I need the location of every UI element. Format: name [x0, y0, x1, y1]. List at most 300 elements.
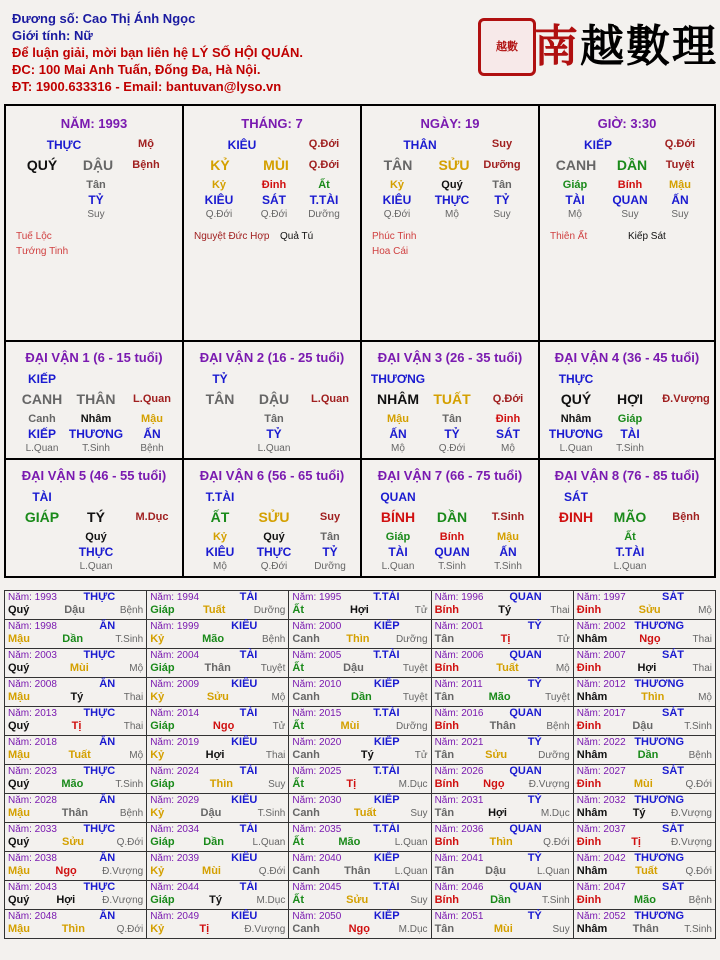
dai-van-cell — [184, 342, 362, 460]
heavenly-stem: QUÝ — [26, 157, 58, 173]
dai-van-cell — [540, 342, 714, 460]
dai-van-title: ĐẠI VẬN 4 (36 - 45 tuổi) — [554, 350, 700, 365]
year-cell — [5, 794, 147, 823]
dai-van-title: ĐẠI VẬN 8 (76 - 85 tuổi) — [554, 468, 700, 483]
hidden-phase: T.Sinh — [616, 443, 644, 454]
calligraphy-logo — [534, 10, 718, 74]
year-branch: Mùi — [493, 923, 513, 935]
year-phase: Tuyệt — [260, 663, 286, 674]
year-label: Năm: 2021 — [434, 737, 484, 748]
year-label: Năm: 2032 — [576, 795, 626, 806]
hidden-stem: Quý — [263, 531, 285, 543]
hidden-stem: Tân — [320, 531, 340, 543]
year-cell — [5, 765, 147, 794]
hidden-god: TỶ — [494, 193, 510, 207]
year-cell — [147, 707, 289, 736]
year-god: TỶ — [527, 794, 542, 806]
year-cell — [147, 881, 289, 910]
year-stem: Kỷ — [150, 923, 165, 935]
year-stem: Ất — [292, 836, 304, 848]
hidden-phase: Bệnh — [140, 443, 164, 454]
hidden-phase: Mộ — [213, 561, 227, 572]
year-cell — [5, 649, 147, 678]
year-branch: Thìn — [489, 836, 513, 848]
year-stem: Kỷ — [150, 691, 165, 703]
year-row — [5, 881, 716, 910]
year-phase: L.Quan — [536, 866, 570, 877]
year-label: Năm: 1995 — [292, 592, 342, 603]
year-cell — [147, 736, 289, 765]
year-phase: Đ.Vượng — [102, 895, 144, 906]
year-label: Năm: 2046 — [434, 882, 484, 893]
year-phase: Mộ — [555, 663, 570, 674]
year-stem: Tân — [434, 691, 455, 703]
year-god: ẤN — [99, 910, 116, 922]
branch-phase: Đ.Vượng — [662, 393, 710, 405]
heavenly-stem: TÂN — [383, 157, 413, 173]
year-stem: Kỷ — [150, 865, 165, 877]
heavenly-stem: BÍNH — [380, 509, 416, 525]
year-phase: Thai — [692, 663, 712, 674]
year-stem: Kỷ — [150, 807, 165, 819]
year-stem: Tân — [434, 749, 455, 761]
year-label: Năm: 2009 — [150, 679, 200, 690]
hidden-phase: L.Quan — [25, 443, 59, 454]
year-stem: Mậu — [8, 691, 30, 703]
year-row — [5, 678, 716, 707]
branch-phase: T.Sinh — [491, 511, 525, 523]
year-phase: Tử — [272, 721, 286, 732]
year-branch: Dần — [203, 836, 224, 848]
star: Quả Tú — [280, 231, 314, 242]
pillar-cell — [184, 106, 362, 342]
year-cell — [147, 910, 289, 939]
branch-phase: L.Quan — [311, 393, 349, 405]
year-label: Năm: 2040 — [292, 853, 342, 864]
year-god: THƯƠNG — [634, 678, 684, 690]
year-branch: Ngọ — [55, 865, 77, 877]
hidden-phase: Suy — [621, 209, 639, 220]
earthly-branch: HỢI — [617, 391, 643, 407]
year-god: QUAN — [509, 881, 542, 893]
branch-phase: M.Dục — [135, 511, 169, 523]
hidden-phase: L.Quan — [559, 443, 593, 454]
year-stem: Đinh — [576, 604, 602, 616]
year-cell — [431, 707, 573, 736]
year-label: Năm: 2005 — [292, 650, 342, 661]
year-label: Năm: 2052 — [576, 911, 626, 922]
year-label: Năm: 1999 — [150, 621, 200, 632]
year-stem: Bính — [434, 604, 460, 616]
year-cell — [431, 736, 573, 765]
year-cell — [5, 823, 147, 852]
year-phase: Suy — [552, 924, 570, 935]
stem-god: THỰC — [46, 138, 82, 152]
year-branch: Thân — [632, 923, 659, 935]
year-row — [5, 736, 716, 765]
contact-phone-email: ĐT: 1900.633316 - Email: bantuvan@lyso.vn — [12, 79, 282, 94]
hidden-phase: L.Quan — [613, 561, 647, 572]
stem-god: T.TÀI — [205, 490, 235, 504]
stem-phase: Mộ — [138, 138, 154, 150]
year-label: Năm: 2042 — [576, 853, 626, 864]
year-branch: Thìn — [209, 778, 233, 790]
year-branch: Thìn — [346, 633, 370, 645]
year-god: KIẾP — [373, 736, 400, 748]
year-god: SÁT — [662, 649, 684, 661]
year-god: THỰC — [83, 823, 116, 835]
year-branch: Mùi — [340, 720, 360, 732]
year-god: THỰC — [83, 591, 116, 603]
year-label: Năm: 2013 — [8, 708, 57, 719]
hidden-god: QUAN — [434, 545, 470, 559]
year-stem: Mậu — [8, 807, 30, 819]
year-stem: Quý — [8, 778, 30, 790]
year-stem: Giáp — [150, 894, 175, 906]
year-label: Năm: 2029 — [150, 795, 200, 806]
year-label: Năm: 2002 — [576, 621, 626, 632]
hidden-phase: T.Sinh — [82, 443, 110, 454]
year-branch: Thìn — [641, 691, 665, 703]
year-branch: Dậu — [632, 720, 654, 732]
year-branch: Ngọ — [348, 923, 370, 935]
heavenly-stem: ẤT — [210, 509, 230, 525]
year-branch: Sửu — [485, 749, 508, 761]
year-phase: T.Sinh — [684, 721, 712, 732]
year-cell — [431, 591, 573, 620]
pillar-title: NĂM: 1993 — [60, 116, 128, 131]
year-stem: Canh — [292, 633, 320, 645]
year-phase: Q.Đới — [685, 779, 712, 790]
hidden-god: QUAN — [612, 193, 648, 207]
year-branch: Sửu — [206, 691, 229, 703]
year-god: THƯƠNG — [634, 852, 684, 864]
star: Phúc Tinh — [372, 231, 417, 242]
year-label: Năm: 2007 — [576, 650, 626, 661]
year-phase: Tử — [556, 634, 570, 645]
hidden-god: KIẾP — [27, 427, 57, 441]
year-phase: L.Quan — [394, 837, 428, 848]
year-label: Năm: 2003 — [8, 650, 57, 661]
stem-god: TỶ — [212, 372, 228, 386]
earthly-branch: THÂN — [76, 391, 116, 407]
year-god: QUAN — [509, 591, 542, 603]
year-phase: T.Sinh — [115, 634, 144, 645]
year-stem: Giáp — [150, 778, 175, 790]
year-god: T.TÀI — [373, 881, 400, 893]
year-stem: Nhâm — [576, 633, 608, 645]
year-phase: Đ.Vượng — [244, 924, 286, 935]
year-branch: Hợi — [488, 807, 507, 819]
year-cell — [573, 823, 715, 852]
dai-van-cell — [362, 460, 540, 578]
year-row — [5, 852, 716, 881]
year-cell — [5, 707, 147, 736]
year-phase: Mộ — [129, 750, 144, 761]
year-cell — [573, 852, 715, 881]
year-branch: Dần — [490, 894, 511, 906]
year-phase: M.Dục — [398, 779, 428, 790]
pillar-title: NGÀY: 19 — [420, 116, 480, 131]
year-phase: Bệnh — [119, 808, 144, 819]
heavenly-stem: QUÝ — [560, 391, 592, 407]
year-label: Năm: 1997 — [576, 592, 626, 603]
pillar-cell — [6, 106, 184, 342]
year-phase: Q.Đới — [116, 837, 144, 848]
year-stem: Quý — [8, 894, 30, 906]
year-cell — [289, 910, 431, 939]
hidden-god: THƯƠNG — [68, 427, 124, 441]
year-branch: Tý — [498, 604, 512, 616]
year-stem: Nhâm — [576, 865, 608, 877]
star: Kiếp Sát — [628, 231, 666, 242]
year-phase: Q.Đới — [685, 866, 712, 877]
year-phase: Tuyệt — [402, 663, 428, 674]
year-god: TỶ — [527, 620, 542, 632]
year-stem: Tân — [434, 923, 455, 935]
heavenly-stem: TÂN — [205, 391, 235, 407]
hidden-stem: Tân — [86, 179, 106, 191]
year-stem: Giáp — [150, 662, 175, 674]
year-phase: Dưỡng — [395, 634, 428, 645]
year-label: Năm: 2031 — [434, 795, 484, 806]
contact-address: ĐC: 100 Mai Anh Tuấn, Đống Đa, Hà Nội. — [12, 62, 261, 77]
heavenly-stem: CANH — [555, 157, 597, 173]
year-cell — [289, 591, 431, 620]
hidden-phase: Suy — [87, 209, 105, 220]
year-cell — [431, 620, 573, 649]
star: Hoa Cái — [372, 246, 409, 257]
hidden-god: SÁT — [262, 193, 286, 207]
year-god: TÀI — [239, 591, 258, 603]
year-cell — [147, 823, 289, 852]
year-label: Năm: 2004 — [150, 650, 200, 661]
year-stem: Giáp — [150, 836, 175, 848]
year-god: TỶ — [527, 910, 542, 922]
year-label: Năm: 2000 — [292, 621, 342, 632]
year-label: Năm: 2045 — [292, 882, 342, 893]
heavenly-stem: KỶ — [210, 157, 230, 173]
year-stem: Ất — [292, 662, 304, 674]
year-stem: Ất — [292, 894, 304, 906]
branch-phase: Tuyệt — [665, 159, 695, 171]
year-god: TỶ — [527, 736, 542, 748]
year-label: Năm: 2006 — [434, 650, 484, 661]
year-label: Năm: 2008 — [8, 679, 57, 690]
year-stem: Quý — [8, 604, 30, 616]
hidden-god: ẤN — [671, 193, 689, 207]
year-stem: Nhâm — [576, 923, 608, 935]
star: Tướng Tinh — [16, 246, 69, 257]
year-branch: Tuất — [353, 807, 377, 819]
year-god: ẤN — [99, 620, 116, 632]
year-label: Năm: 2051 — [434, 911, 484, 922]
hidden-stem: Đinh — [261, 179, 287, 191]
year-phase: Mộ — [271, 692, 286, 703]
year-stem: Canh — [292, 749, 320, 761]
pillar-cell — [362, 106, 540, 342]
year-branch: Ngọ — [639, 633, 661, 645]
year-god: SÁT — [662, 591, 684, 603]
star: Tuế Lộc — [16, 231, 52, 242]
hidden-stem: Quý — [85, 531, 107, 543]
year-label: Năm: 2018 — [8, 737, 57, 748]
year-label: Năm: 2039 — [150, 853, 200, 864]
year-label: Năm: 2049 — [150, 911, 200, 922]
yearly-luck-table — [4, 590, 716, 939]
year-cell — [147, 678, 289, 707]
pillars-grid — [4, 104, 716, 578]
year-stem: Bính — [434, 662, 460, 674]
year-god: ẤN — [99, 678, 116, 690]
year-cell — [5, 736, 147, 765]
year-label: Năm: 2034 — [150, 824, 200, 835]
year-branch: Tý — [632, 807, 646, 819]
year-row — [5, 823, 716, 852]
branch-phase: Q.Đới — [492, 393, 524, 405]
heavenly-stem: ĐINH — [558, 509, 594, 525]
year-cell — [573, 678, 715, 707]
dai-van-title: ĐẠI VẬN 6 (56 - 65 tuổi) — [199, 468, 345, 483]
year-god: THỰC — [83, 649, 116, 661]
year-phase: M.Dục — [398, 924, 428, 935]
year-branch: Ngọ — [483, 778, 505, 790]
year-phase: Thai — [123, 721, 144, 732]
year-branch: Thân — [204, 662, 231, 674]
dai-van-cell — [362, 342, 540, 460]
year-phase: Dưỡng — [395, 721, 428, 732]
year-god: KIÊU — [231, 794, 258, 806]
year-phase: Tuyệt — [545, 692, 570, 703]
heavenly-stem: CANH — [21, 391, 63, 407]
dai-van-title: ĐẠI VẬN 5 (46 - 55 tuổi) — [21, 468, 167, 483]
year-label: Năm: 2027 — [576, 766, 626, 777]
dai-van-title: ĐẠI VẬN 2 (16 - 25 tuổi) — [199, 350, 345, 365]
year-stem: Nhâm — [576, 807, 608, 819]
hidden-stem: Giáp — [617, 413, 643, 425]
year-cell — [289, 736, 431, 765]
dai-van-title: ĐẠI VẬN 7 (66 - 75 tuổi) — [377, 468, 523, 483]
hidden-phase: Suy — [671, 209, 689, 220]
year-cell — [431, 678, 573, 707]
year-cell — [573, 736, 715, 765]
year-label: Năm: 2026 — [434, 766, 484, 777]
year-cell — [289, 620, 431, 649]
year-row — [5, 591, 716, 620]
year-phase: Bệnh — [688, 895, 712, 906]
hidden-god: KIÊU — [382, 193, 412, 207]
year-label: Năm: 2017 — [576, 708, 626, 719]
year-cell — [289, 765, 431, 794]
year-god: THỰC — [83, 881, 116, 893]
year-cell — [431, 852, 573, 881]
year-phase: Q.Đới — [543, 837, 570, 848]
year-label: Năm: 2023 — [8, 766, 57, 777]
year-phase: Q.Đới — [258, 866, 286, 877]
year-god: KIẾP — [373, 620, 400, 632]
year-label: Năm: 2010 — [292, 679, 342, 690]
year-cell — [5, 852, 147, 881]
year-cell — [431, 823, 573, 852]
hidden-phase: Q.Đới — [438, 443, 466, 454]
hidden-god: TỶ — [266, 427, 282, 441]
year-cell — [289, 881, 431, 910]
year-branch: Mão — [61, 778, 84, 790]
year-cell — [289, 649, 431, 678]
year-god: KIÊU — [231, 620, 258, 632]
year-cell — [573, 649, 715, 678]
year-god: QUAN — [509, 765, 542, 777]
year-phase: Dưỡng — [253, 605, 286, 616]
year-phase: Suy — [410, 808, 428, 819]
dai-van-cell — [6, 342, 184, 460]
year-phase: T.Sinh — [541, 895, 570, 906]
earthly-branch: DẦN — [616, 157, 648, 173]
hidden-god: THỰC — [434, 193, 470, 207]
year-stem: Tân — [434, 633, 455, 645]
year-god: SÁT — [662, 823, 684, 835]
year-branch: Dần — [62, 633, 84, 645]
year-branch: Tuất — [68, 749, 91, 761]
hidden-god: TÀI — [620, 427, 640, 441]
stem-god: THÂN — [403, 138, 437, 152]
hidden-phase: Dưỡng — [308, 209, 340, 220]
hidden-stem: Tân — [264, 413, 284, 425]
hidden-god: SÁT — [496, 427, 520, 441]
earthly-branch: DẬU — [82, 157, 114, 173]
hidden-god: THƯƠNG — [548, 427, 604, 441]
year-cell — [147, 794, 289, 823]
year-branch: Hợi — [637, 662, 657, 674]
year-god: ẤN — [99, 794, 116, 806]
earthly-branch: SỬU — [438, 157, 470, 173]
hidden-stem: Mậu — [497, 531, 519, 543]
year-cell — [431, 910, 573, 939]
hidden-stem: Mậu — [387, 413, 409, 425]
year-cell — [573, 620, 715, 649]
year-branch: Thìn — [61, 923, 85, 935]
hidden-stem: Canh — [28, 413, 56, 425]
year-branch: Thân — [61, 807, 89, 819]
year-label: Năm: 2024 — [150, 766, 200, 777]
red-seal-stamp: 越數 — [478, 18, 536, 76]
hidden-phase: L.Quan — [257, 443, 291, 454]
year-label: Năm: 2001 — [434, 621, 484, 632]
year-branch: Mùi — [69, 662, 89, 674]
branch-phase: Bệnh — [132, 159, 160, 171]
hidden-phase: Dưỡng — [314, 561, 346, 572]
year-stem: Ất — [292, 604, 304, 616]
year-stem: Đinh — [576, 720, 602, 732]
hidden-god: ẤN — [143, 427, 161, 441]
hidden-god: TỶ — [322, 545, 338, 559]
hidden-god: TỶ — [88, 193, 104, 207]
year-stem: Quý — [8, 720, 30, 732]
year-label: Năm: 1993 — [8, 592, 57, 603]
year-god: T.TÀI — [373, 649, 400, 661]
earthly-branch: DẦN — [436, 509, 468, 525]
year-phase: M.Dục — [256, 895, 286, 906]
year-cell — [573, 707, 715, 736]
year-row — [5, 765, 716, 794]
hidden-god: ẤN — [389, 427, 407, 441]
year-god: SÁT — [662, 707, 684, 719]
profile-header — [12, 10, 303, 95]
year-cell — [573, 591, 715, 620]
year-branch: Sửu — [638, 604, 661, 616]
earthly-branch: TUẤT — [433, 391, 471, 407]
year-branch: Hợi — [349, 604, 369, 616]
